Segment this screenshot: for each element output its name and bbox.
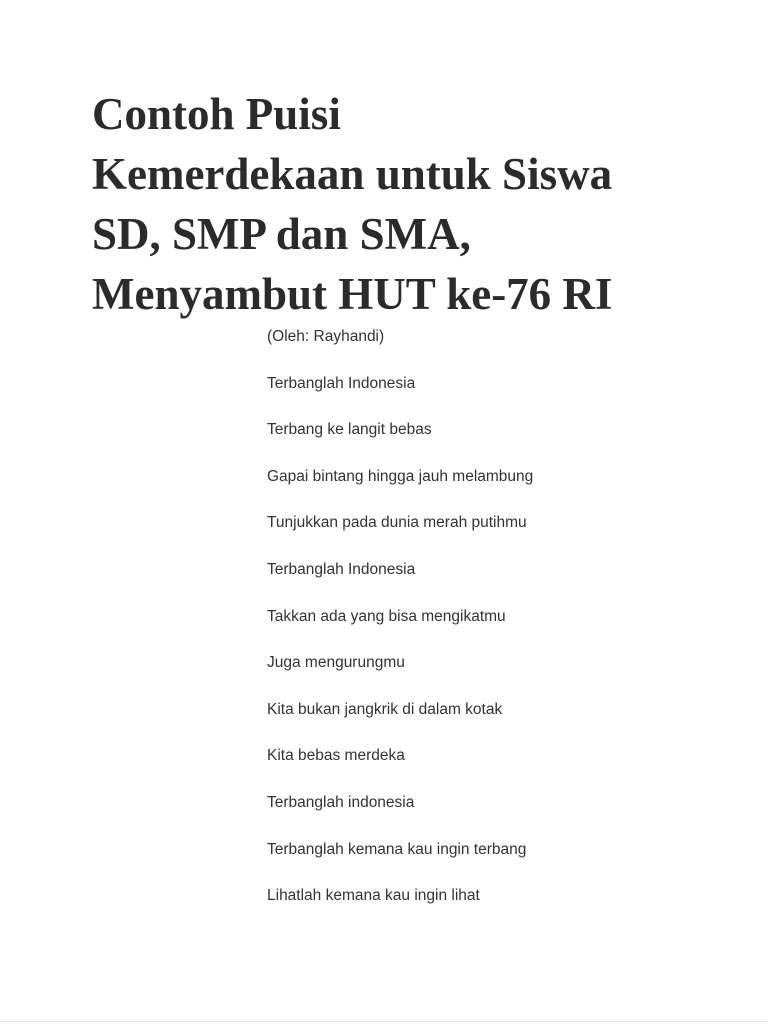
author-line: (Oleh: Rayhandi) [267, 328, 385, 345]
title-line: SD, SMP dan SMA, [92, 209, 471, 259]
poem-line: Terbang ke langit bebas [267, 421, 432, 439]
poem-line: Kita bebas merdeka [267, 747, 405, 765]
poem-line: Terbanglah kemana kau ingin terbang [267, 840, 527, 858]
poem-line: Terbanglah Indonesia [267, 560, 416, 578]
title-line: Kemerdekaan untuk Siswa [92, 149, 613, 199]
poem-line: Gapai bintang hingga jauh melambung [267, 467, 534, 485]
poem-line: Kita bukan jangkrik di dalam kotak [267, 700, 503, 718]
poem-line: Takkan ada yang bisa mengikatmu [267, 607, 506, 625]
poem-line: Tunjukkan pada dunia merah putihmu [267, 514, 527, 532]
title-line: Contoh Puisi [92, 89, 341, 139]
poem-line: Juga mengurungmu [267, 654, 405, 672]
title-line: Menyambut HUT ke-76 RI [92, 269, 613, 319]
poem-line: Lihatlah kemana kau ingin lihat [267, 887, 480, 905]
poem-body [267, 327, 533, 933]
poem-line: Terbanglah Indonesia [267, 374, 416, 392]
poem-line: Terbanglah indonesia [267, 793, 415, 811]
page-title [92, 84, 692, 324]
